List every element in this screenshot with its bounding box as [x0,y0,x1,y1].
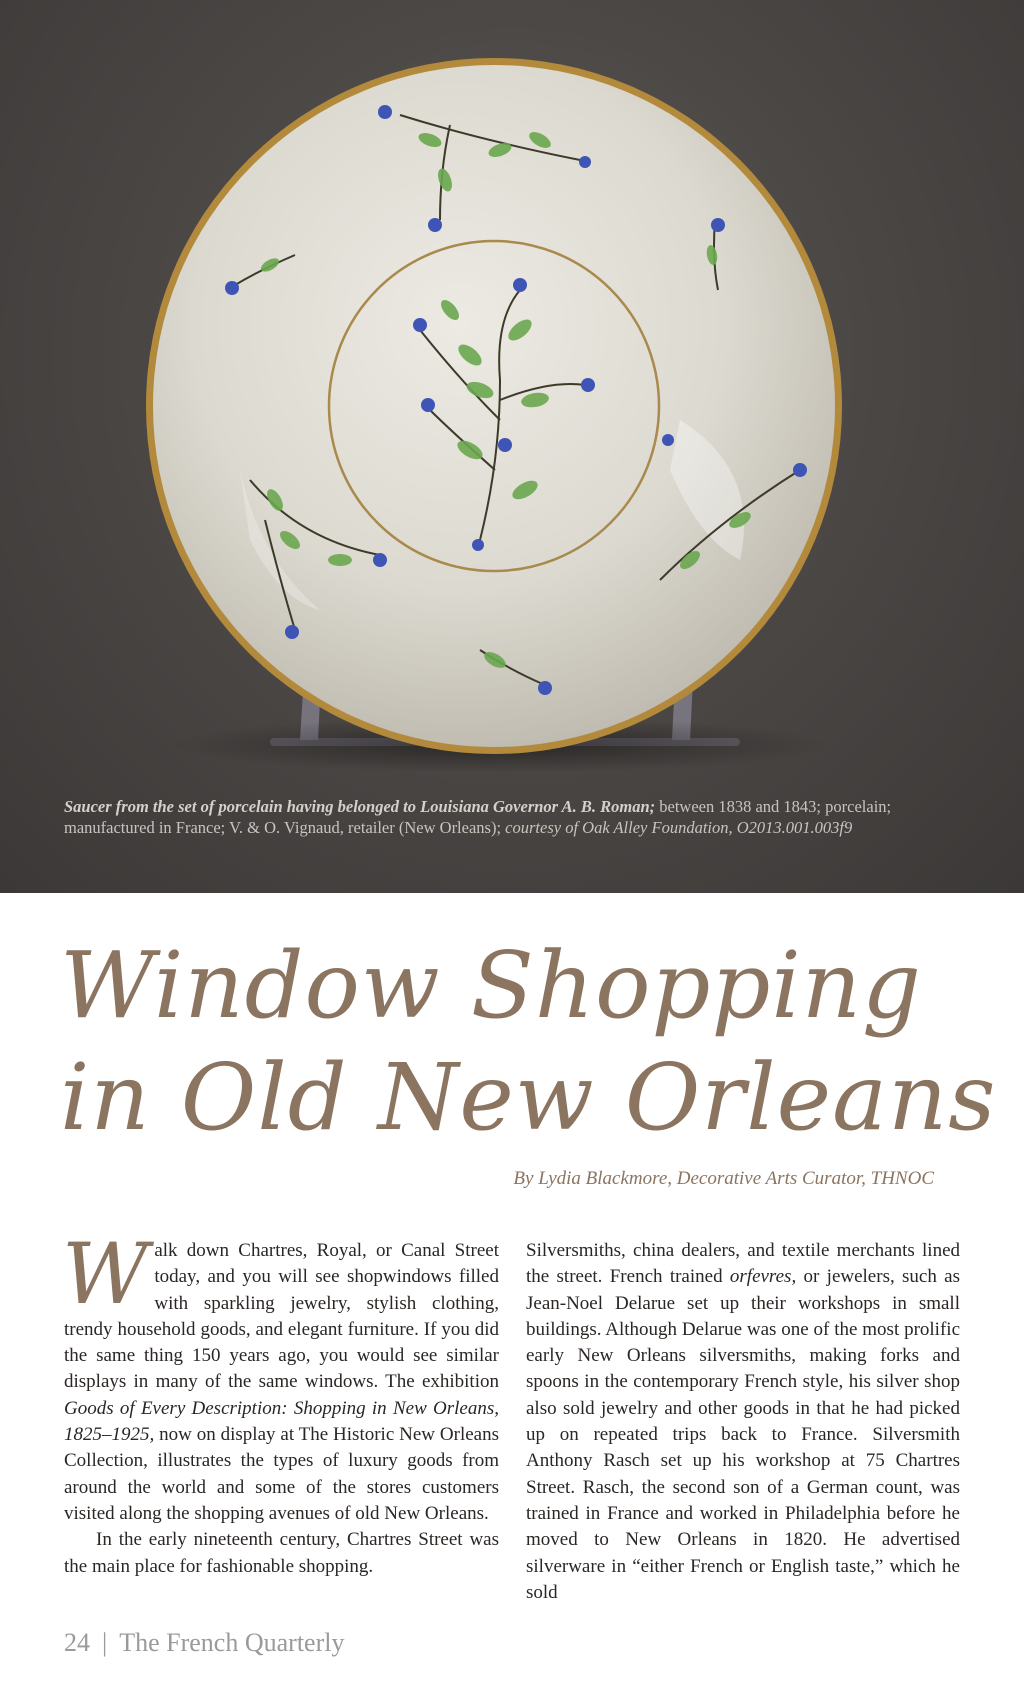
caption-credit: courtesy of Oak Alley Foundation, O2013.001.003f9 [505,818,853,837]
photo-caption [64,796,944,838]
saucer [146,58,842,754]
intro-text-a: alk down Chartres, Royal, or Canal Street today, and you will see shopwindows filled with sparkling jewelry, stylish clothing, trendy household goods, and elegant furniture. If you did the same thing 150 years ago, you would see similar displays in many of the same windows. The exhibition [64,1240,499,1393]
article-title [60,930,997,1154]
exhibition-title: Goods of Every Description: Shopping in New Orleans, 1825–1925, [64,1397,499,1446]
orfevres-term: orfevres, [729,1266,797,1288]
body-column-right [526,1238,960,1606]
silversmiths-text-b: or jewelers, such as Jean-Noel Delarue set up their workshops in small buildings. Although Delarue was one of the most prolific early New Orleans silversmiths, making forks and spoons in the contemporary French style, his silver shop also sold jewelry and other goods in that he had picked up on repeated trips back to France. Silversmith Anthony Rasch set up his workshop at 75 Chartres Street. Rasch, the second son of a German count, was trained in France and worked in Philadelphia before he moved to New Orleans in 1820. He advertised silverware in “either French or English taste,” which he sold [526,1266,960,1603]
drop-cap: W [62,1225,149,1323]
silversmiths-text-a: Silversmiths, china dealers, and textile merchants lined the street. French trained [526,1240,960,1288]
publication-name: The French Quarterly [119,1628,345,1657]
paragraph-silversmiths [526,1238,960,1606]
title-line-1: Window Shopping [60,932,922,1039]
byline: By Lydia Blackmore, Decorative Arts Curator, THNOC [513,1168,934,1189]
footer-separator: | [102,1628,108,1657]
page-footer [64,1628,344,1658]
body-column-left [62,1225,499,1580]
caption-body: between 1838 and 1843; porcelain; manufactured in France; V. & O. Vignaud, retailer (New Orleans); [64,797,892,837]
intro-text-b: now on display at The Historic New Orleans Collection, illustrates the types of luxury goods from around the world and some of the stores customers visited along the shopping avenues of old New Orleans. [64,1424,499,1524]
caption-lead: Saucer from the set of porcelain having belonged to Louisiana Governor A. B. Roman; [64,797,656,816]
paragraph-chartres: In the early nineteenth century, Chartres Street was the main place for fashionable shopping. [64,1529,499,1577]
page-number: 24 [64,1628,90,1657]
title-line-2: in Old New Orleans [60,1044,997,1151]
paragraph-intro [62,1225,499,1527]
